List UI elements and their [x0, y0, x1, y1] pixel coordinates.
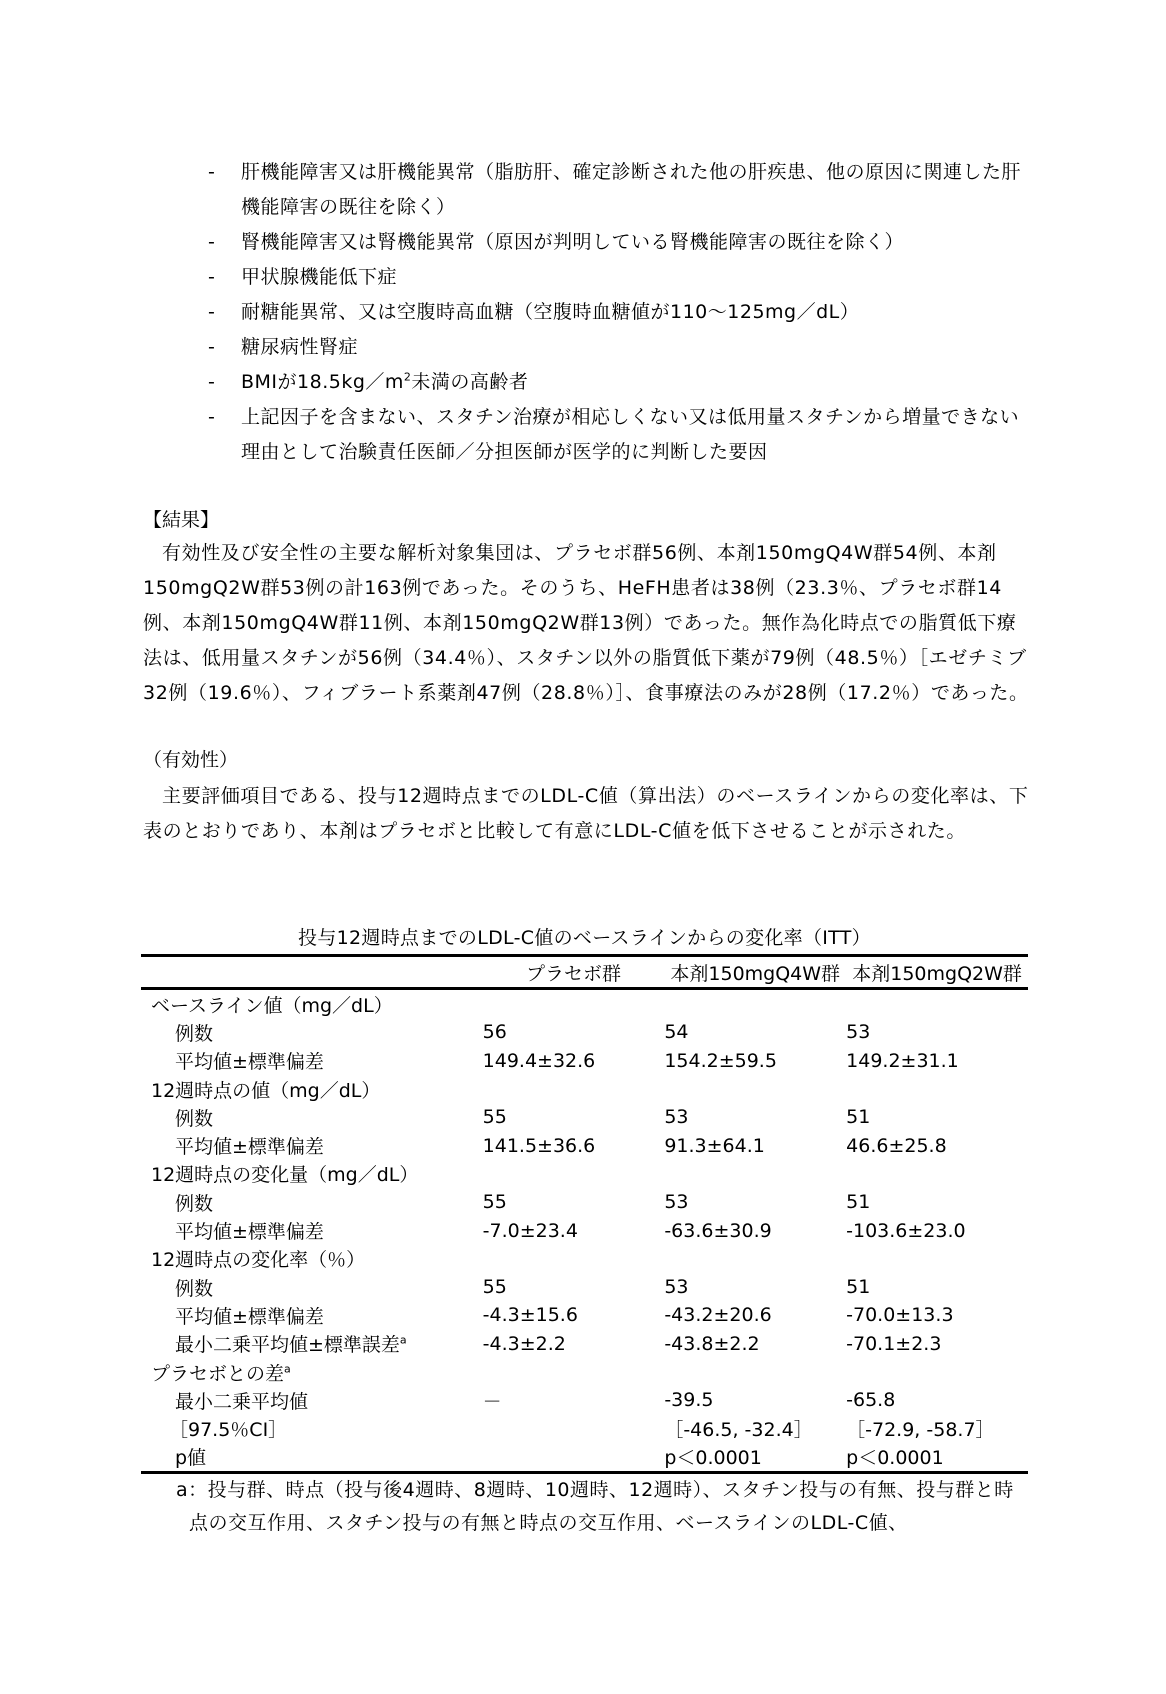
- table-row: [141, 1188, 1028, 1216]
- cell-q4w: 53: [664, 1276, 689, 1299]
- row-label-text: 最小二乗平均値±標準誤差: [175, 1334, 400, 1357]
- row-label: 例数: [175, 1277, 214, 1300]
- row-label: p値: [175, 1447, 207, 1470]
- table-caption: 投与12週時点までのLDL-C値のベースラインからの変化率（ITT）: [298, 927, 871, 949]
- row-group-label: 12週時点の値（mg／dL）: [151, 1079, 381, 1102]
- cell-q4w: -43.2±20.6: [664, 1304, 772, 1327]
- ldl-change-table: [141, 954, 1028, 1474]
- list-item: [208, 295, 1038, 330]
- cell-placebo: [483, 1414, 665, 1442]
- results-paragraph: 有効性及び安全性の主要な解析対象集団は、プラセボ群56例、本剤150mgQ4W群54例、本剤150mgQ2W群53例の計163例であった。そのうち、HeFH患者は38例（23.3％、プラセボ群14例、本剤150mgQ4W群11例、本剤150mgQ2W群13例）であった。無作為化時点での脂質低下療法は、低用量スタチンが56例（34.4％）、スタチン以外の脂質低下薬が79例（48.5％）［エゼチミブ32例（19.6％）、フィブラート系薬剤47例（28.8％）］、食事療法のみが28例（17.2％）であった。: [143, 542, 1029, 704]
- cell-placebo: -4.3±2.2: [482, 1332, 566, 1355]
- cell-q2w: ［-72.9, -58.7］: [846, 1419, 995, 1442]
- cell-q2w: -65.8: [846, 1389, 896, 1412]
- row-label: 最小二乗平均値: [175, 1390, 309, 1413]
- list-bullet: -: [208, 161, 215, 183]
- cell-q2w: p＜0.0001: [846, 1447, 944, 1470]
- results-heading: 【結果】: [143, 509, 220, 531]
- cell-placebo: -4.3±15.6: [482, 1304, 578, 1327]
- cell-q2w: -103.6±23.0: [846, 1219, 966, 1242]
- table-row: [141, 1443, 1028, 1473]
- table-header-row: [141, 956, 1028, 989]
- cell-q2w: -70.0±13.3: [846, 1304, 954, 1327]
- list-item: [208, 155, 1038, 225]
- table-row: [141, 1131, 1028, 1159]
- cell-q2w: 46.6±25.8: [846, 1134, 947, 1157]
- cell-placebo: -7.0±23.4: [482, 1219, 578, 1242]
- column-header-placebo: プラセボ群: [483, 956, 665, 989]
- cell-q4w: -63.6±30.9: [664, 1219, 772, 1242]
- table-row: [141, 1160, 1028, 1188]
- cell-q4w: -39.5: [664, 1389, 714, 1412]
- table-row: [141, 1301, 1028, 1329]
- column-header-label: [141, 956, 483, 989]
- cell-q2w: 53: [846, 1021, 871, 1044]
- cell-q4w: 154.2±59.5: [664, 1049, 777, 1072]
- row-label: ［97.5％CI］: [169, 1419, 288, 1442]
- text-fragment: BMIが18.5kg／m: [241, 371, 404, 393]
- list-item-text: 耐糖能異常、又は空腹時高血糖（空腹時血糖値が110～125mg／dL）: [241, 301, 860, 323]
- cell-placebo: 56: [482, 1021, 507, 1044]
- exclusion-criteria-list: [208, 155, 1038, 470]
- cell-q2w: 51: [846, 1191, 871, 1214]
- row-label: 例数: [175, 1192, 214, 1215]
- cell-placebo: 141.5±36.6: [482, 1134, 596, 1157]
- row-label: 平均値±標準偏差: [175, 1136, 324, 1159]
- cell-q4w: -43.8±2.2: [664, 1332, 760, 1355]
- row-label: 平均値±標準偏差: [175, 1305, 324, 1328]
- table-row: [141, 1330, 1028, 1358]
- row-label: 平均値±標準偏差: [175, 1221, 324, 1244]
- cell-q4w: 54: [664, 1021, 689, 1044]
- row-group-label: 12週時点の変化量（mg／dL）: [151, 1164, 419, 1187]
- column-header-q4w: 本剤150mgQ4W群: [664, 956, 846, 989]
- cell-q2w: -70.1±2.3: [846, 1332, 942, 1355]
- efficacy-paragraph: 主要評価項目である、投与12週時点までのLDL-C値（算出法）のベースラインからの変化率は、下表のとおりであり、本剤はプラセボと比較して有意にLDL-C値を低下させることが示された。: [143, 785, 1029, 842]
- column-header-q2w: 本剤150mgQ2W群: [846, 956, 1028, 989]
- cell-placebo: 55: [482, 1276, 507, 1299]
- cell-placebo: －: [482, 1390, 502, 1413]
- cell-placebo: 55: [482, 1191, 507, 1214]
- cell-placebo: 55: [482, 1106, 507, 1129]
- list-item: [208, 400, 1038, 470]
- table-footnote: a：投与群、時点（投与後4週時、8週時、10週時、12週時）、スタチン投与の有無、投与群と時点の交互作用、スタチン投与の有無と時点の交互作用、ベースラインのLDL-C値、: [176, 1479, 1014, 1534]
- table-row: [141, 1245, 1028, 1273]
- list-bullet: -: [208, 406, 215, 428]
- list-item-text: 甲状腺機能低下症: [241, 266, 398, 288]
- footnote-marker: a: [399, 1333, 407, 1347]
- row-group-label: 12週時点の変化率（％）: [151, 1249, 366, 1272]
- cell-q4w: 53: [664, 1106, 689, 1129]
- table-row: [141, 1018, 1028, 1046]
- list-item: [208, 260, 1038, 295]
- cell-q2w: 149.2±31.1: [846, 1049, 959, 1072]
- cell-q4w: 53: [664, 1191, 689, 1214]
- list-item-text: 腎機能障害又は腎機能異常（原因が判明している腎機能障害の既往を除く）: [241, 231, 905, 253]
- list-item: [208, 330, 1038, 365]
- footnote-marker: a: [284, 1362, 291, 1376]
- row-label: 例数: [175, 1022, 214, 1045]
- table-row: [141, 1103, 1028, 1131]
- efficacy-heading: （有効性）: [143, 749, 239, 771]
- cell-q4w: ［-46.5, -32.4］: [664, 1419, 813, 1442]
- list-bullet: -: [208, 266, 215, 288]
- list-bullet: -: [208, 336, 215, 358]
- superscript: 2: [403, 370, 412, 384]
- cell-q4w: 91.3±64.1: [664, 1134, 765, 1157]
- table-row: [141, 1358, 1028, 1386]
- cell-placebo: [483, 1443, 665, 1473]
- list-bullet: -: [208, 371, 215, 393]
- list-item: [208, 225, 1038, 260]
- row-label: 例数: [175, 1107, 214, 1130]
- list-bullet: -: [208, 231, 215, 253]
- list-bullet: -: [208, 301, 215, 323]
- row-group-label: [141, 1358, 1028, 1386]
- list-item-text: 肝機能障害又は肝機能異常（脂肪肝、確定診断された他の肝疾患、他の原因に関連した肝機能障害の既往を除く）: [241, 161, 1022, 218]
- list-item-text: 上記因子を含まない、スタチン治療が相応しくない又は低用量スタチンから増量できない理由として治験責任医師／分担医師が医学的に判断した要因: [241, 406, 1020, 463]
- table-row: [141, 989, 1028, 1019]
- list-item: [208, 365, 1038, 400]
- text-fragment: 未満の高齢者: [411, 371, 529, 393]
- table-row: [141, 1386, 1028, 1414]
- table-row: [141, 1414, 1028, 1442]
- table-row: [141, 1075, 1028, 1103]
- row-group-label: ベースライン値（mg／dL）: [151, 994, 393, 1017]
- table-row: [141, 1216, 1028, 1244]
- list-item-text: 糖尿病性腎症: [241, 336, 359, 358]
- cell-q4w: p＜0.0001: [664, 1447, 762, 1470]
- row-group-label-text: プラセボとの差: [151, 1362, 285, 1385]
- cell-q2w: 51: [846, 1276, 871, 1299]
- row-label: [141, 1330, 483, 1358]
- list-item-text: [241, 365, 1038, 400]
- cell-placebo: 149.4±32.6: [482, 1049, 596, 1072]
- cell-q2w: 51: [846, 1106, 871, 1129]
- table-row: [141, 1273, 1028, 1301]
- table-row: [141, 1047, 1028, 1075]
- row-label: 平均値±標準偏差: [175, 1051, 324, 1074]
